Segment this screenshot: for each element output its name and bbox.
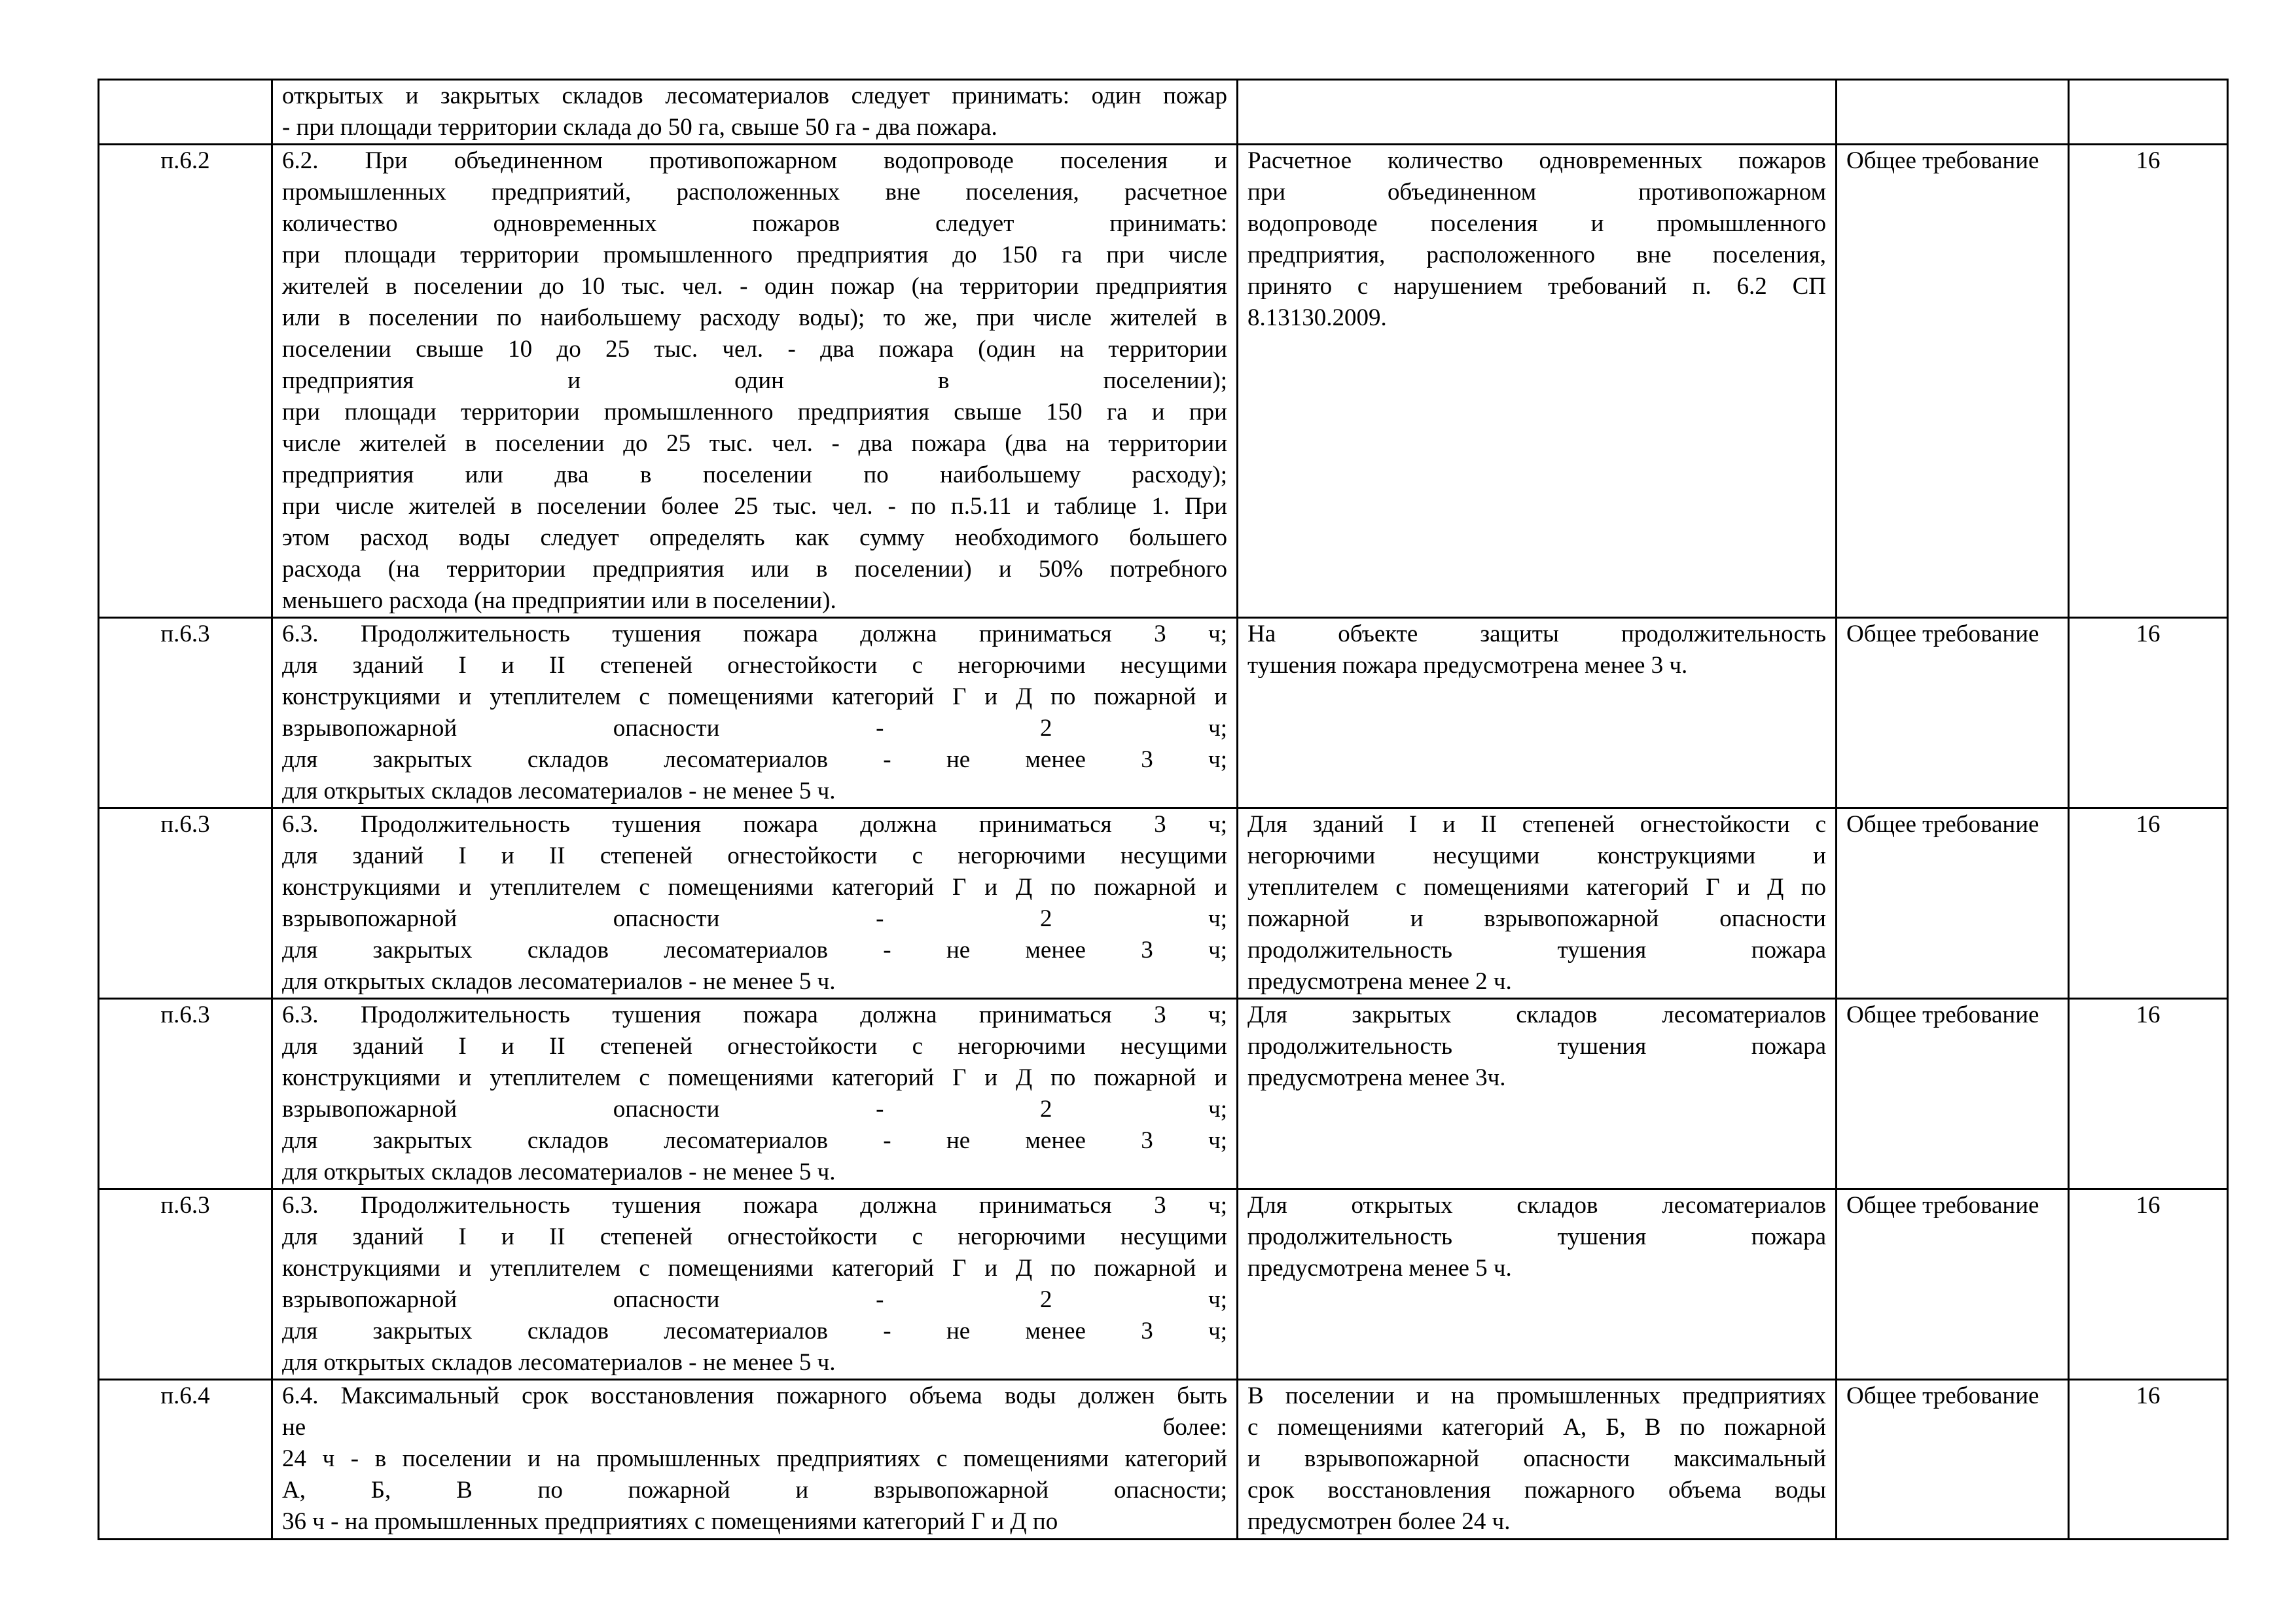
text-line: для закрытых складов лесоматериалов - не менее 3 ч; [282, 937, 1227, 964]
text-line: 8.13130.2009. [1247, 304, 1387, 331]
clause-reference-cell: п.6.3 [99, 999, 272, 1189]
text-line: промышленных предприятий, расположенных вне поселения, расчетное [282, 179, 1227, 206]
text-line: Для открытых складов лесоматериалов [1247, 1192, 1826, 1219]
article-number-cell: 16 [2069, 618, 2228, 808]
text-line: На объекте защиты продолжительность [1247, 621, 1826, 647]
text-line: открытых и закрытых складов лесоматериалов следует принимать: один пожар [282, 82, 1227, 109]
clause-reference-cell [99, 80, 272, 145]
article-number-cell: 16 [2069, 808, 2228, 999]
text-line: жителей в поселении до 10 тыс. чел. - один пожар (на территории предприятия [282, 273, 1227, 300]
violation-description-cell [1238, 618, 1837, 808]
requirement-type-cell: Общее требование [1837, 999, 2069, 1189]
text-line: этом расход воды следует определять как сумму необходимого большего [282, 524, 1227, 551]
clause-reference-cell: п.6.2 [99, 145, 272, 618]
text-line: расхода (на территории предприятия или в поселении) и 50% потребного [282, 556, 1227, 583]
text-line: принято с нарушением требований п. 6.2 СП [1247, 273, 1826, 300]
text-line: продолжительность тушения пожара [1247, 1033, 1826, 1060]
text-line: пожарной и взрывопожарной опасности [1247, 905, 1826, 932]
table-row [99, 1380, 2228, 1540]
text-line: 6.3. Продолжительность тушения пожара должна приниматься 3 ч; [282, 621, 1227, 647]
requirement-text-cell [272, 145, 1238, 618]
text-line: водопроводе поселения и промышленного [1247, 210, 1826, 237]
text-line: для открытых складов лесоматериалов - не менее 5 ч. [282, 778, 836, 804]
text-line: 36 ч - на промышленных предприятиях с помещениями категорий Г и Д по [282, 1508, 1058, 1535]
table-row [99, 999, 2228, 1189]
requirement-type-cell: Общее требование [1837, 618, 2069, 808]
table-row [99, 80, 2228, 145]
violation-description-cell [1238, 808, 1837, 999]
text-line: для зданий I и II степеней огнестойкости с негорючими несущими [282, 652, 1227, 679]
requirements-table [98, 79, 2229, 1540]
text-line: числе жителей в поселении до 25 тыс. чел. - два пожара (два на территории [282, 430, 1227, 457]
requirement-text-cell [272, 808, 1238, 999]
requirement-text-cell [272, 618, 1238, 808]
text-line: продолжительность тушения пожара [1247, 1223, 1826, 1250]
text-line: предусмотрен более 24 ч. [1247, 1508, 1511, 1535]
text-line: А, Б, В по пожарной и взрывопожарной опасности; [282, 1477, 1227, 1504]
text-line: для открытых складов лесоматериалов - не менее 5 ч. [282, 1349, 836, 1376]
text-line: предприятия или два в поселении по наибольшему расходу); [282, 461, 1227, 488]
text-line: конструкциями и утеплителем с помещениями категорий Г и Д по пожарной и [282, 1064, 1227, 1091]
text-line: или в поселении по наибольшему расходу воды); то же, при числе жителей в [282, 304, 1227, 331]
requirement-text-cell [272, 1380, 1238, 1540]
article-number-cell: 16 [2069, 1189, 2228, 1380]
requirement-type-cell: Общее требование [1837, 1380, 2069, 1540]
requirement-text-cell [272, 80, 1238, 145]
text-line: 6.2. При объединенном противопожарном водопроводе поселения и [282, 147, 1227, 174]
text-line: конструкциями и утеплителем с помещениями категорий Г и Д по пожарной и [282, 874, 1227, 901]
violation-description-cell [1238, 145, 1837, 618]
article-number-cell: 16 [2069, 145, 2228, 618]
text-line: меньшего расхода (на предприятии или в поселении). [282, 587, 836, 614]
text-line: и взрывопожарной опасности максимальный [1247, 1445, 1826, 1472]
violation-description-cell [1238, 80, 1837, 145]
text-line: количество одновременных пожаров следует принимать: [282, 210, 1227, 237]
requirement-type-cell [1837, 80, 2069, 145]
text-line: утеплителем с помещениями категорий Г и Д по [1247, 874, 1826, 901]
requirement-text-cell [272, 999, 1238, 1189]
text-line: срок восстановления пожарного объема воды [1247, 1477, 1826, 1504]
text-line: взрывопожарной опасности - 2 ч; [282, 905, 1227, 932]
text-line: при числе жителей в поселении более 25 тыс. чел. - по п.5.11 и таблице 1. При [282, 493, 1227, 520]
text-line: для закрытых складов лесоматериалов - не менее 3 ч; [282, 746, 1227, 773]
text-line: взрывопожарной опасности - 2 ч; [282, 1286, 1227, 1313]
table-row [99, 145, 2228, 618]
article-number-cell: 16 [2069, 1380, 2228, 1540]
clause-reference-cell: п.6.3 [99, 618, 272, 808]
violation-description-cell [1238, 1380, 1837, 1540]
requirement-type-cell: Общее требование [1837, 1189, 2069, 1380]
text-line: конструкциями и утеплителем с помещениями категорий Г и Д по пожарной и [282, 1255, 1227, 1282]
text-line: Для зданий I и II степеней огнестойкости с [1247, 811, 1826, 838]
text-line: для открытых складов лесоматериалов - не менее 5 ч. [282, 968, 836, 995]
requirement-text-cell [272, 1189, 1238, 1380]
text-line: 24 ч - в поселении и на промышленных предприятиях с помещениями категорий [282, 1445, 1227, 1472]
text-line: предприятия и один в поселении); [282, 367, 1227, 394]
text-line: негорючими несущими конструкциями и [1247, 842, 1826, 869]
text-line: 6.3. Продолжительность тушения пожара должна приниматься 3 ч; [282, 1192, 1227, 1219]
text-line: с помещениями категорий А, Б, В по пожарной [1247, 1414, 1826, 1441]
text-line: не более: [282, 1414, 1227, 1441]
clause-reference-cell: п.6.3 [99, 808, 272, 999]
article-number-cell [2069, 80, 2228, 145]
text-line: В поселении и на промышленных предприятиях [1247, 1382, 1826, 1409]
clause-reference-cell: п.6.3 [99, 1189, 272, 1380]
text-line: для закрытых складов лесоматериалов - не менее 3 ч; [282, 1127, 1227, 1154]
table-row [99, 808, 2228, 999]
text-line: при площади территории промышленного предприятия свыше 150 га и при [282, 399, 1227, 425]
text-line: для закрытых складов лесоматериалов - не менее 3 ч; [282, 1318, 1227, 1344]
text-line: тушения пожара предусмотрена менее 3 ч. [1247, 652, 1688, 679]
requirement-type-cell: Общее требование [1837, 808, 2069, 999]
text-line: для зданий I и II степеней огнестойкости с негорючими несущими [282, 1223, 1227, 1250]
text-line: поселении свыше 10 до 25 тыс. чел. - два пожара (один на территории [282, 336, 1227, 363]
text-line: предусмотрена менее 3ч. [1247, 1064, 1506, 1091]
text-line: Для закрытых складов лесоматериалов [1247, 1001, 1826, 1028]
text-line: взрывопожарной опасности - 2 ч; [282, 715, 1227, 742]
text-line: предприятия, расположенного вне поселения, [1247, 242, 1826, 268]
table-row [99, 618, 2228, 808]
text-line: при площади территории промышленного предприятия до 150 га при числе [282, 242, 1227, 268]
requirement-type-cell: Общее требование [1837, 145, 2069, 618]
text-line: 6.3. Продолжительность тушения пожара должна приниматься 3 ч; [282, 811, 1227, 838]
text-line: продолжительность тушения пожара [1247, 937, 1826, 964]
text-line: взрывопожарной опасности - 2 ч; [282, 1096, 1227, 1123]
text-line: - при площади территории склада до 50 га, свыше 50 га - два пожара. [282, 114, 997, 141]
text-line: для открытых складов лесоматериалов - не менее 5 ч. [282, 1159, 836, 1185]
text-line: 6.3. Продолжительность тушения пожара должна приниматься 3 ч; [282, 1001, 1227, 1028]
text-line: при объединенном противопожарном [1247, 179, 1826, 206]
violation-description-cell [1238, 1189, 1837, 1380]
table-body [99, 80, 2228, 1540]
text-line: предусмотрена менее 2 ч. [1247, 968, 1512, 995]
clause-reference-cell: п.6.4 [99, 1380, 272, 1540]
text-line: конструкциями и утеплителем с помещениями категорий Г и Д по пожарной и [282, 683, 1227, 710]
table-row [99, 1189, 2228, 1380]
text-line: 6.4. Максимальный срок восстановления пожарного объема воды должен быть [282, 1382, 1227, 1409]
violation-description-cell [1238, 999, 1837, 1189]
text-line: для зданий I и II степеней огнестойкости с негорючими несущими [282, 1033, 1227, 1060]
text-line: Расчетное количество одновременных пожаров [1247, 147, 1826, 174]
text-line: для зданий I и II степеней огнестойкости с негорючими несущими [282, 842, 1227, 869]
article-number-cell: 16 [2069, 999, 2228, 1189]
text-line: предусмотрена менее 5 ч. [1247, 1255, 1512, 1282]
